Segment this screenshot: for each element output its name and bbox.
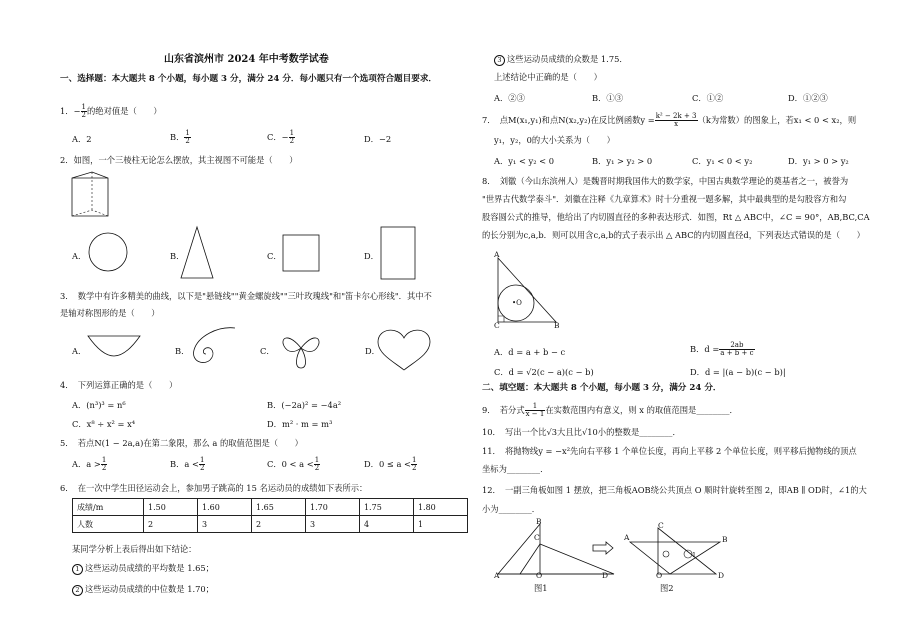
q6-conclusion-2-text: 这些运动员成绩的中位数是 1.70；: [85, 584, 214, 594]
q7-stem-line1: [482, 113, 856, 128]
q9-frac-num: 1: [525, 403, 546, 411]
q12-fig1-label-a: A: [494, 571, 500, 580]
q5-option-c[interactable]: [267, 457, 320, 472]
q8-line3: 股容圆公式的推导，他给出了内切圆直径的多种表达形式．如图，Rt △ ABC中，∠C = 90°，AB,BC,CA: [482, 212, 870, 222]
q1-c-num: 1: [289, 129, 295, 137]
q12-figure-1-caption: 图1: [534, 583, 548, 593]
q5-b-num: 1: [199, 456, 205, 464]
q4-option-b[interactable]: B．(−2a)² = −4a²: [267, 400, 342, 410]
q1-b-den: 2: [185, 137, 190, 145]
q3-option-d[interactable]: D．: [365, 346, 380, 356]
q8-line4: 的长分别为c,a,b．则可以用含c,a,b的式子表示出 △ ABC的内切圆直径d，下列表达式错误的是（ ）: [482, 230, 865, 240]
circled-number: 1: [72, 564, 83, 575]
q8-triangle-figure: [492, 250, 572, 334]
table-cell: 3: [198, 516, 252, 533]
q1-stem: [60, 104, 162, 119]
q5-b-den: 2: [199, 464, 205, 472]
q1-c-label: C．−: [267, 132, 289, 142]
q7-stem-a: 7． 点M(x₁,y₁)和点N(x₂,y₂)在反比例函数y =: [482, 115, 655, 125]
q6-conclusion-3-text: 这些运动员成绩的众数是 1.75．: [507, 54, 628, 64]
q5-d-den: 2: [412, 464, 417, 472]
table-cell: 3: [305, 516, 359, 533]
q5-a-label: A．a >: [72, 459, 101, 469]
q12-line2: 小为________．: [482, 504, 541, 514]
table-cell: 1.50: [144, 499, 198, 516]
q6-conclusion-3: [494, 54, 628, 66]
table-cell: 1.60: [198, 499, 252, 516]
q1-neg: −: [73, 106, 81, 116]
q6-analysis: 某同学分析上表后得出如下结论：: [72, 544, 197, 554]
section-2-heading: 二、填空题：本大题共 8 个小题，每小题 3 分，满分 24 分．: [482, 383, 722, 393]
table-cell: 4: [359, 516, 413, 533]
q5-option-b[interactable]: [170, 457, 205, 472]
table-cell: 1: [413, 516, 467, 533]
q5-b-label: B．a <: [170, 459, 199, 469]
q8-option-a[interactable]: A．d = a + b − c: [494, 347, 566, 357]
q8-b-den: a + b + c: [720, 349, 754, 357]
q2-square-figure: [282, 234, 322, 274]
q5-d-num: 1: [412, 456, 417, 464]
q5-option-d[interactable]: [364, 457, 417, 472]
table-cell: 1.75: [359, 499, 413, 516]
q4-stem: 4． 下列运算正确的是（ ）: [60, 380, 178, 390]
q12-figure-2-caption: 图2: [660, 583, 674, 593]
q3-option-b[interactable]: B．: [175, 346, 190, 356]
q7-stem-b: （k为常数）的图象上，若x₁ < 0 < x₂，则: [697, 115, 857, 125]
table-cell: 1.80: [413, 499, 467, 516]
q2-option-b[interactable]: B．: [170, 251, 185, 261]
q6-ask: 上述结论中正确的是（ ）: [494, 72, 602, 82]
q12-fig1-label-c: C: [534, 533, 540, 542]
q12-fig2-label-d: D: [718, 571, 725, 580]
q5-stem: 5． 若点N(1 − 2a,a)在第二象限，那么 a 的取值范围是（ ）: [60, 438, 303, 448]
q2-circle-figure: [88, 232, 130, 274]
table-cell: 人数: [73, 516, 144, 533]
q2-option-d[interactable]: D．: [364, 251, 379, 261]
q11-line1: 11． 将抛物线y = −x²先向右平移 1 个单位长度，再向上平移 2 个单位长度，则平移后抛物线的顶点: [482, 446, 857, 456]
q1-number: 1．: [60, 106, 74, 116]
q6-option-b[interactable]: B．①③: [592, 93, 623, 103]
q9-post: 在实数范围内有意义，则 x 的取值范围是________．: [545, 405, 738, 415]
q7-option-d[interactable]: D．y₁ > 0 > y₂: [788, 156, 849, 166]
q6-conclusion-2: [72, 584, 214, 596]
q3-option-c[interactable]: C．: [260, 346, 275, 356]
q1-option-a[interactable]: A．2: [72, 134, 92, 144]
q3-stem-line1: 3． 数学中有许多精美的曲线，以下是"悬链线""黄金螺旋线""三叶玫瑰线"和"笛卡尔心形线"．其中不: [60, 291, 432, 301]
q8-line1: 8． 刘徽（今山东滨州人）是魏晋时期我国伟大的数学家，中国古典数学理论的奠基者之一，被誉为: [482, 176, 849, 186]
q3-option-a[interactable]: A．: [72, 346, 87, 356]
q2-triangle-figure: [180, 226, 214, 280]
q1-frac-num: 1: [81, 103, 86, 111]
q7-option-b[interactable]: B．y₁ > y₂ > 0: [592, 156, 653, 166]
q5-c-den: 2: [314, 464, 320, 472]
q10-stem: 10． 写出一个比√3大且比√10小的整数是________．: [482, 427, 681, 437]
q5-option-a[interactable]: [72, 457, 107, 472]
q1-b-label: B．: [170, 132, 185, 142]
q8-option-d[interactable]: D．d = |(a − b)(c − b)|: [690, 367, 786, 377]
table-cell: 2: [144, 516, 198, 533]
q8-label-a: A: [494, 250, 500, 259]
q7-option-c[interactable]: C．y₁ < 0 < y₂: [692, 156, 753, 166]
q1-b-num: 1: [185, 129, 190, 137]
table-cell: 1.70: [305, 499, 359, 516]
q6-conclusion-1: [72, 563, 214, 575]
q1-option-c[interactable]: [267, 130, 295, 145]
golden-spiral-figure: [188, 326, 238, 368]
q12-fig2-label-1: 1: [692, 551, 697, 559]
q11-line2: 坐标为________．: [482, 464, 549, 474]
q6-stem: 6． 在一次中学生田径运动会上，参加男子跳高的 15 名运动员的成绩如下表所示：: [60, 483, 368, 493]
q8-label-b: B: [554, 321, 560, 330]
q9-frac-den: x − 1: [525, 410, 545, 418]
q7-frac-num: k² − 2k + 3: [655, 112, 697, 120]
q8-option-c[interactable]: C．d = √2(c − a)(c − b): [494, 367, 594, 377]
q12-fig1-label-o: O: [536, 571, 543, 580]
q12-fig2-label-o: O: [656, 571, 663, 580]
q12-fig2-label-a: A: [624, 533, 630, 542]
table-row: [73, 499, 468, 516]
q6-conclusion-1-text: 这些运动员成绩的平均数是 1.65；: [85, 563, 214, 573]
q8-label-c: C: [494, 321, 500, 330]
section-1-heading: 一、选择题：本大题共 8 个小题，每小题 3 分，满分 24 分．每小题只有一个选项符合题目要求．: [60, 74, 438, 84]
q2-option-a[interactable]: A．: [72, 251, 87, 261]
q5-c-label: C．0 < a <: [267, 459, 314, 469]
q2-option-c[interactable]: C．: [267, 251, 282, 261]
q7-option-a[interactable]: A．y₁ < y₂ < 0: [494, 156, 555, 166]
q1-option-b[interactable]: [170, 130, 191, 145]
q7-stem-line2: y₁，y₂，0的大小关系为（ ）: [494, 135, 615, 145]
table-cell: 成绩/m: [73, 499, 144, 516]
q5-c-num: 1: [314, 456, 320, 464]
q5-a-num: 1: [101, 456, 107, 464]
q12-fig2-label-c: C: [658, 521, 664, 530]
q12-fig1-label-d: D: [602, 571, 609, 580]
q9-stem: [482, 403, 738, 418]
q4-option-a[interactable]: A．(n³)³ = n⁶: [72, 400, 126, 410]
q6-score-table: [72, 498, 468, 533]
circled-number: 2: [72, 585, 83, 596]
catenary-figure: [86, 332, 142, 360]
cardioid-figure: [376, 326, 432, 372]
q12-fig2-label-b: B: [722, 535, 728, 544]
q4-option-c[interactable]: C．x⁸ ÷ x² = x⁴: [72, 419, 136, 429]
prism-figure: [70, 170, 110, 220]
q1-stem-text: 的绝对值是（ ）: [87, 106, 162, 116]
q1-c-den: 2: [289, 137, 295, 145]
circled-number: 3: [494, 55, 505, 66]
q6-option-c[interactable]: C．①②: [692, 93, 724, 103]
q8-b-num: 2ab: [719, 342, 754, 350]
q6-option-d[interactable]: D．①②③: [788, 93, 828, 103]
q7-frac-den: x: [674, 120, 679, 128]
q1-option-d[interactable]: D．−2: [364, 134, 392, 144]
table-cell: 2: [252, 516, 306, 533]
q2-rectangle-figure: [380, 226, 418, 282]
page-title: 山东省滨州市 2024 年中考数学试卷: [164, 54, 329, 65]
q9-pre: 9． 若分式: [482, 405, 525, 415]
q3-stem-line2: 是轴对称图形的是（ ）: [60, 308, 160, 318]
q5-a-den: 2: [101, 464, 107, 472]
q8-label-o: •O: [512, 299, 522, 307]
q12-fig1-label-b: B: [536, 517, 542, 526]
q12-figure-2: [622, 520, 732, 582]
q2-stem: 2．如图，一个三棱柱无论怎么摆放，其主视图不可能是（ ）: [60, 155, 298, 165]
table-cell: 1.65: [252, 499, 306, 516]
q4-option-d[interactable]: D．m² · m = m³: [267, 419, 333, 429]
q5-d-label: D．0 ≤ a <: [364, 459, 411, 469]
q8-b-label: B．d =: [690, 344, 720, 354]
table-row: [73, 516, 468, 533]
q8-line2: "世界古代数学泰斗"．刘徽在注释《九章算术》时十分重视一题多解，其中最典型的是勾股容方和勾: [482, 194, 847, 204]
q1-frac-den: 2: [81, 111, 86, 119]
q6-option-a[interactable]: A．②③: [494, 93, 525, 103]
q12-line1: 12． 一副三角板如图 1 摆放，把三角板AOB绕公共顶点 O 顺时针旋转至图 2，即AB ∥ OD时，∠1的大: [482, 485, 867, 495]
three-leaf-rose-figure: [278, 326, 324, 370]
q8-option-b[interactable]: [690, 342, 755, 357]
arrow-right-icon: [592, 542, 614, 554]
